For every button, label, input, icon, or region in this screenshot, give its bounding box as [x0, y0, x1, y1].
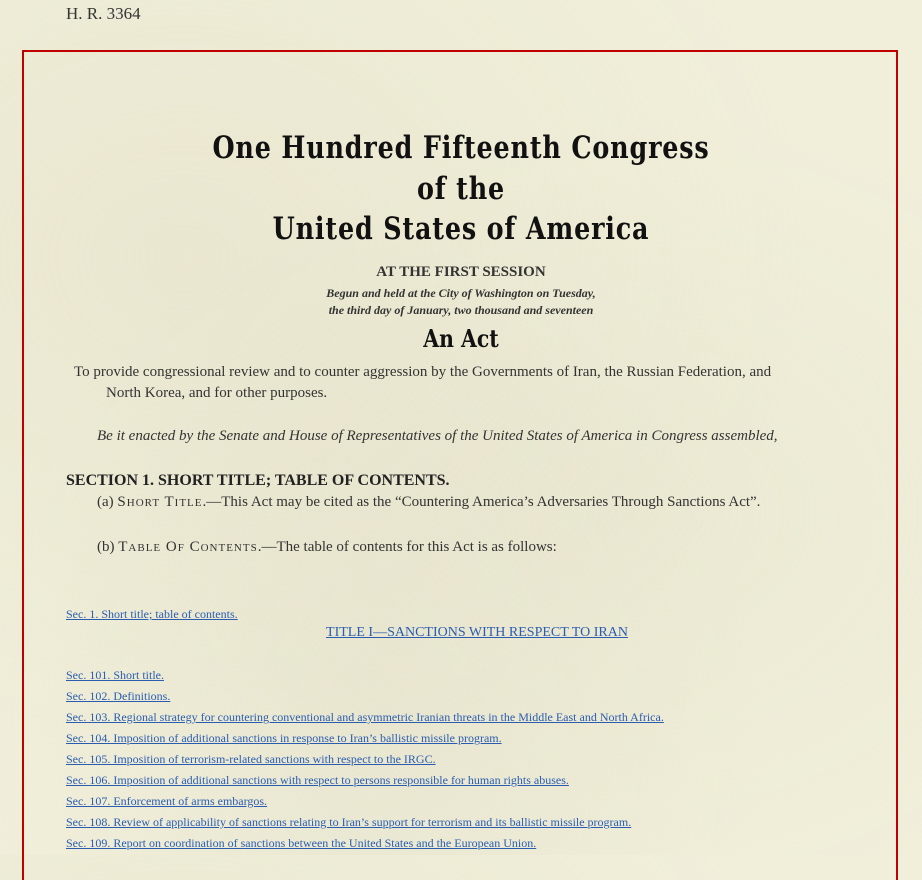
toc-link-sec-103[interactable]: Sec. 103. Regional strategy for countering conventional and asymmetric Iranian threats in the Middle East and North Africa. — [66, 710, 664, 724]
section1-heading: SECTION 1. SHORT TITLE; TABLE OF CONTENTS. — [66, 472, 450, 489]
subsection-a-text: .—This Act may be cited as the “Countering America’s Adversaries Through Sanctions Act”. — [202, 494, 761, 510]
toc-link-sec-105[interactable]: Sec. 105. Imposition of terrorism-related sanctions with respect to the IRGC. — [66, 752, 436, 766]
toc-link-sec-104[interactable]: Sec. 104. Imposition of additional sanctions in response to Iran’s ballistic missile program. — [66, 731, 502, 745]
purpose-line2: North Korea, and for other purposes. — [106, 385, 328, 401]
enacting-clause: Be it enacted by the Senate and House of Representatives of the United States of America in Congress assembled, — [97, 428, 778, 444]
toc-link-sec-102[interactable]: Sec. 102. Definitions. — [66, 689, 171, 703]
purpose-line1: To provide congressional review and to counter aggression by the Governments of Iran, the Russian Federation, and — [74, 364, 772, 380]
toc-link-sec-108[interactable]: Sec. 108. Review of applicability of sanctions relating to Iran’s support for terrorism and its ballistic missile program. — [66, 815, 632, 829]
bill-number: H. R. 3364 — [66, 4, 141, 23]
congress-title-line3: United States of America — [272, 211, 650, 247]
subsection-a-label: Short Title — [117, 494, 203, 510]
act-heading: An Act — [423, 324, 499, 353]
subsection-b-prefix: (b) — [97, 539, 119, 555]
toc-link-sec-1[interactable]: Sec. 1. Short title; table of contents. — [66, 607, 238, 621]
section1-subsection-a — [97, 494, 760, 511]
toc-link-title-1[interactable]: TITLE I—SANCTIONS WITH RESPECT TO IRAN — [326, 625, 628, 640]
session-begun-line2: the third day of January, two thousand and seventeen — [328, 303, 594, 317]
congress-title-line1: One Hundred Fifteenth Congress — [212, 130, 710, 166]
subsection-a-prefix: (a) — [97, 494, 118, 510]
toc-link-sec-101[interactable]: Sec. 101. Short title. — [66, 668, 164, 682]
congress-title-line2: of the — [416, 171, 506, 207]
act-purpose — [74, 362, 834, 404]
subsection-b-label: Table Of Contents — [118, 539, 258, 555]
session-heading: AT THE FIRST SESSION — [376, 264, 546, 280]
subsection-b-text: .—The table of contents for this Act is as follows: — [257, 539, 557, 555]
toc-link-sec-109[interactable]: Sec. 109. Report on coordination of sanctions between the United States and the European Union. — [66, 836, 537, 850]
toc-link-sec-107[interactable]: Sec. 107. Enforcement of arms embargos. — [66, 794, 268, 808]
toc-link-sec-106[interactable]: Sec. 106. Imposition of additional sanctions with respect to persons responsible for human rights abuses. — [66, 773, 569, 787]
section1-subsection-b — [97, 539, 557, 556]
session-begun-line1: Begun and held at the City of Washington on Tuesday, — [326, 286, 596, 300]
